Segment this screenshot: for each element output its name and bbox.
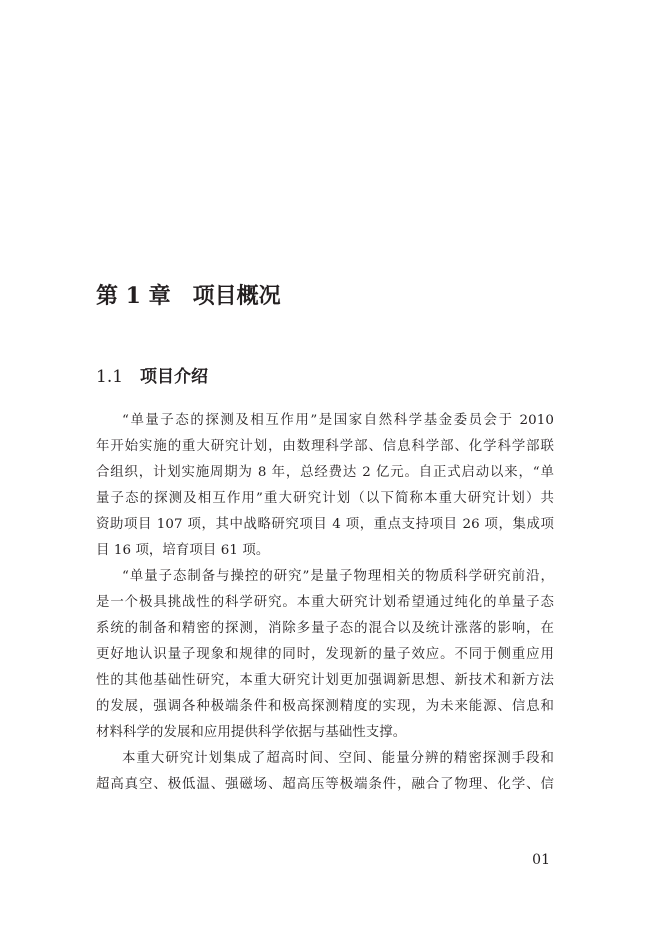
text-line: 系统的制备和精密的探测，消除多量子态的混合以及统计涨落的影响，在: [96, 621, 554, 636]
text-line: 是一个极具挑战性的科学研究。本重大研究计划希望通过纯化的单量子态: [96, 595, 554, 610]
section-number: 1.1: [96, 367, 124, 387]
text-line: 材料科学的发展和应用提供科学依据与基础性支撑。: [96, 725, 407, 740]
text-line: 本重大研究计划集成了超高时间、空间、能量分辨的精密探测手段和: [122, 751, 554, 766]
text-line: “单量子态制备与操控的研究”是量子物理相关的物质科学研究前沿，: [122, 569, 554, 584]
text-line: 年开始实施的重大研究计划，由数理科学部、信息科学部、化学科学部联: [96, 439, 554, 454]
text-line: 目 16 项，培育项目 61 项。: [96, 543, 270, 558]
text-line: 合组织，计划实施周期为 8 年，总经费达 2 亿元。自正式启动以来，“单: [96, 465, 554, 480]
chapter-heading: [96, 280, 281, 312]
text-line: 更好地认识量子现象和规律的同时，发现新的量子效应。不同于侧重应用: [96, 647, 554, 662]
body-paragraph-1: [96, 408, 554, 564]
page-number: 01: [532, 852, 550, 868]
text-line: 性的其他基础性研究，本重大研究计划更加强调新思想、新技术和新方法: [96, 673, 554, 688]
chapter-title: 项目概况: [192, 283, 281, 309]
section-title: 项目介绍: [140, 367, 208, 387]
text-line: “单量子态的探测及相互作用”是国家自然科学基金委员会于 2010: [122, 413, 554, 428]
text-line: 超高真空、极低温、强磁场、超高压等极端条件，融合了物理、化学、信: [96, 777, 554, 792]
body-paragraph-3: [96, 746, 554, 798]
body-paragraph-2: [96, 564, 554, 746]
section-heading: [96, 364, 208, 390]
text-line: 量子态的探测及相互作用”重大研究计划（以下简称本重大研究计划）共: [96, 491, 554, 506]
chapter-label: 第 1 章: [96, 283, 171, 309]
text-line: 资助项目 107 项，其中战略研究项目 4 项，重点支持项目 26 项，集成项: [96, 517, 554, 532]
text-line: 的发展，强调各种极端条件和极高探测精度的实现，为未来能源、信息和: [96, 699, 554, 714]
